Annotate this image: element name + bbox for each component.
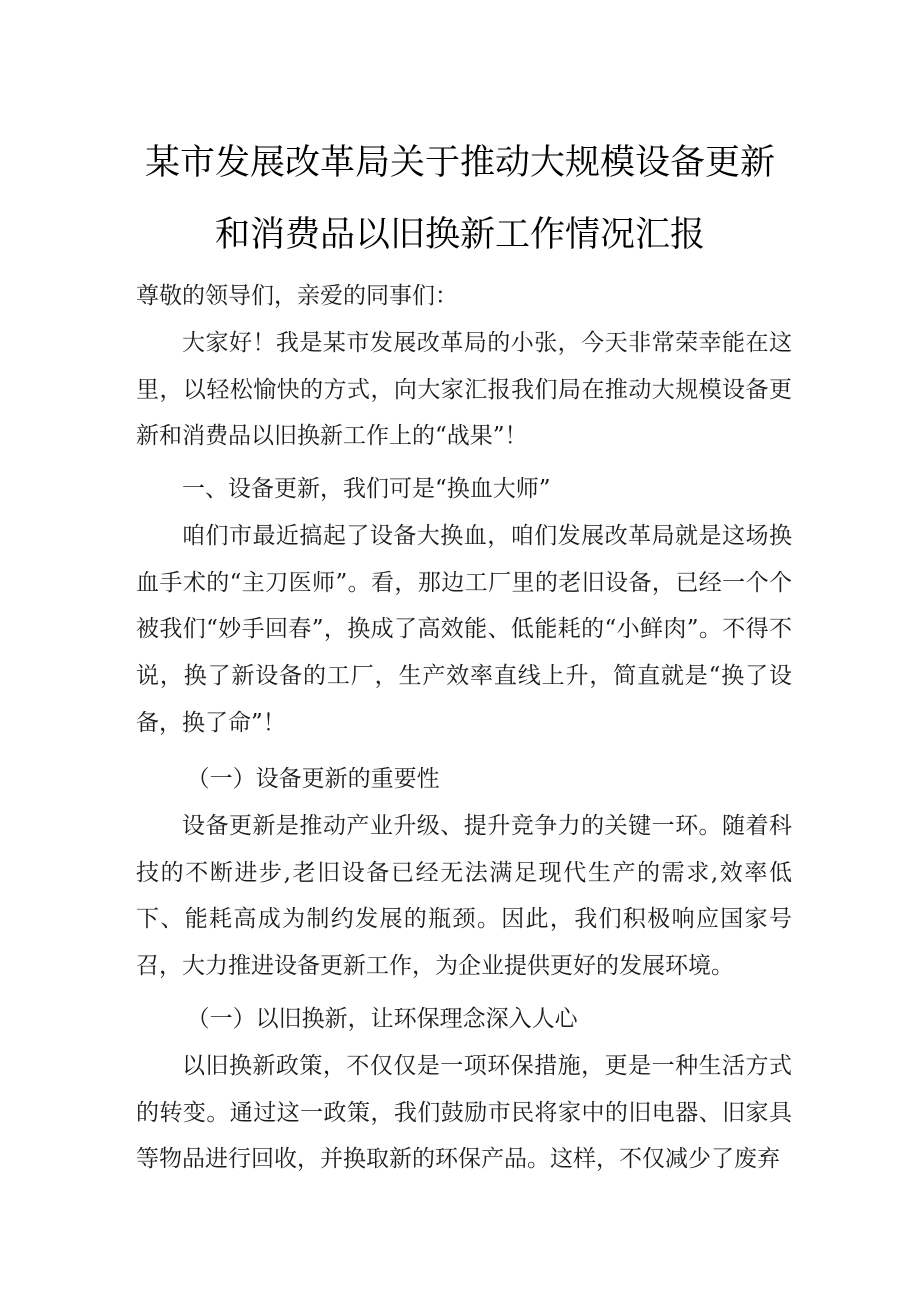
subsection-heading-trade-in: （一）以旧换新，让环保理念深入人心 — [186, 1006, 578, 1032]
paragraph-equipment-update: 咱们市最近搞起了设备大换血，咱们发展改革局就是这场换血手术的“主刀医师”。看，那边工厂里的老旧设备，已经一个个被我们“妙手回春”，换成了高效能、低能耗的“小鲜肉”。不得不说，换了新设备的工厂，生产效率直线上升，简直就是“换了设备，换了命”！ — [136, 523, 792, 736]
document-title-line-2: 和消费品以旧换新工作情况汇报 — [214, 215, 705, 255]
paragraph-trade-in: 以旧换新政策，不仅仅是一项环保措施，更是一种生活方式的转变。通过这一政策，我们鼓励市民将家中的旧电器、旧家具等物品进行回收，并换取新的环保产品。这样，不仅减少了废弃 — [136, 1053, 792, 1173]
section-heading-1: 一、设备更新，我们可是“换血大师” — [182, 476, 551, 502]
subsection-heading-importance: （一）设备更新的重要性 — [186, 766, 440, 792]
salutation: 尊敬的领导们，亲爱的同事们： — [136, 283, 458, 309]
document-title-line-1: 某市发展改革局关于推动大规模设备更新 — [144, 143, 775, 183]
paragraph-intro: 大家好！我是某市发展改革局的小张，今天非常荣幸能在这里，以轻松愉快的方式，向大家汇报我们局在推动大规模设备更新和消费品以旧换新工作上的“战果”！ — [136, 330, 792, 450]
paragraph-importance: 设备更新是推动产业升级、提升竞争力的关键一环。随着科技的不断进步,老旧设备已经无法满足现代生产的需求,效率低下、能耗高成为制约发展的瓶颈。因此，我们积极响应国家号召，大力推进设备更新工作，为企业提供更好的发展环境。 — [136, 813, 792, 980]
